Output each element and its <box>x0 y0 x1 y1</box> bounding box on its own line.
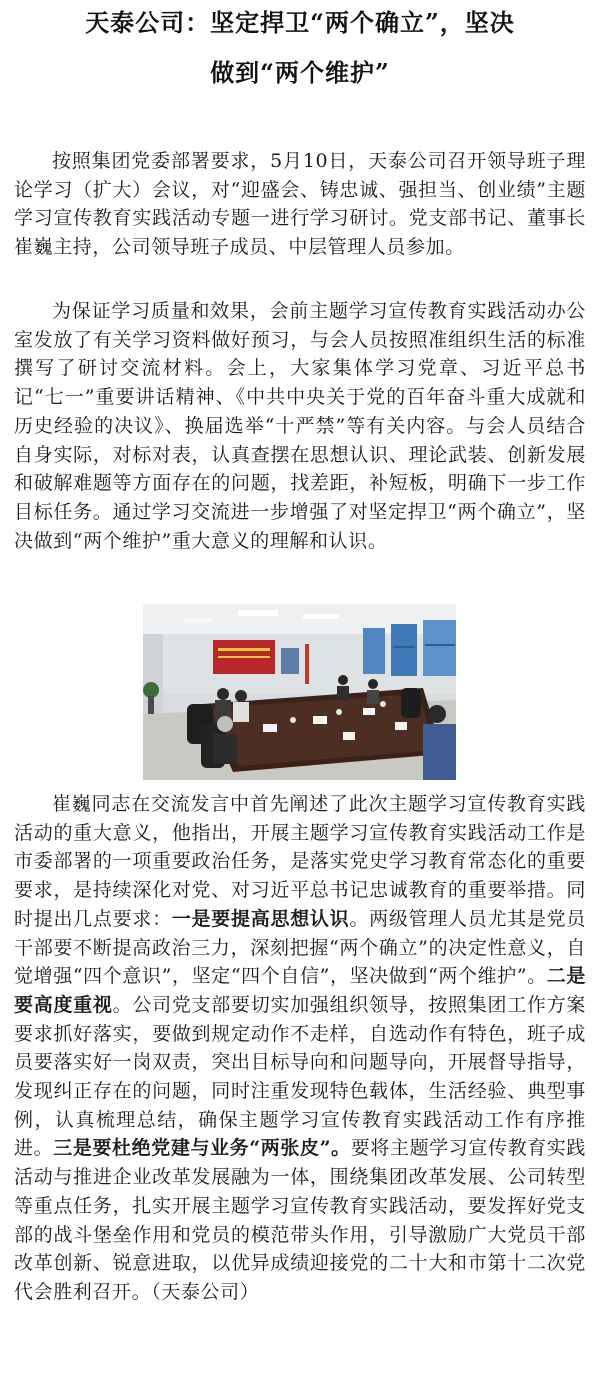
requirement-2-heading: 二是要高度重视 <box>14 965 586 1016</box>
paragraph-2: 为保证学习质量和效果，会前主题学习宣传教育实践活动办公室发放了有关学习资料做好预习，与会人员按照准组织生活的标准撰写了研讨交流材料。会上，大家集体学习党章、习近平总书记“七一”重要讲话精神、《中共中央关于党的百年奋斗重大成就和历史经验的决议》、换届选举“十严禁”等有关内容。与会人员结合自身实际，对标对表，认真查摆在思想认识、理论武装、创新发展和破解难题等方面存在的问题，找差距，补短板，明确下一步工作目标任务。通过学习交流进一步增强了对坚定捍卫“两个确立”，坚决做到“两个维护”重大意义的理解和认识。 <box>14 300 586 552</box>
article-title-line1: 天泰公司：坚定捍卫“两个确立”，坚决 <box>85 8 515 37</box>
meeting-photo <box>143 604 456 780</box>
paragraph-3-text-2: 。两级管理人员尤其是党员干部要不断提高政治三力，深刻把握“两个确立”的决定性意义，自觉增强“四个意识”，坚定“四个自信”，坚决做到“两个维护”。 <box>14 907 586 988</box>
paragraph-1: 按照集团党委部署要求，5月10日，天泰公司召开领导班子理论学习（扩大）会议，对“迎盛会、铸忠诚、强担当、创业绩”主题学习宣传教育实践活动专题一进行学习研讨。党支部书记、董事长崔巍主持，公司领导班子成员、中层管理人员参加。 <box>14 150 586 259</box>
requirement-3-heading: 三是要杜绝党建与业务“两张皮”。 <box>53 1137 351 1160</box>
requirement-1-heading: 一是要提高思想认识 <box>171 907 350 930</box>
article-title-line2: 做到“两个维护” <box>210 58 390 87</box>
paragraph-3-text-3: 。公司党支部要切实加强组织领导，按照集团工作方案要求抓好落实，要做到规定动作不走样，自选动作有特色，班子成员要落实好一岗双责，突出目标导向和问题导向，开展督导指导，发现纠正存在的问题，同时注重发现特色载体，生活经验、典型事例，认真梳理总结，确保主题学习宣传教育实践活动工作有序推进。 <box>14 993 586 1160</box>
paragraph-3-text-1: 崔巍同志在交流发言中首先阐述了此次主题学习宣传教育实践活动的重大意义，他指出，开展主题学习宣传教育实践活动工作是市委部署的一项重要政治任务，是落实党史学习教育常态化的重要要求，是持续深化对党、对习近平总书记忠诚教育的重要举措。同时提出几点要求： <box>14 793 586 930</box>
paragraph-3 <box>14 790 586 1307</box>
paragraph-3-text-4: 要将主题学习宣传教育实践活动与推进企业改革发展融为一体，围绕集团改革发展、公司转型等重点任务，扎实开展主题学习宣传教育实践活动，要发挥好党支部的战斗堡垒作用和党员的模范带头作用，引导激励广大党员干部改革创新、锐意进取，以优异成绩迎接党的二十大和市第十二次党代会胜利召开。（天泰公司） <box>14 1137 586 1303</box>
